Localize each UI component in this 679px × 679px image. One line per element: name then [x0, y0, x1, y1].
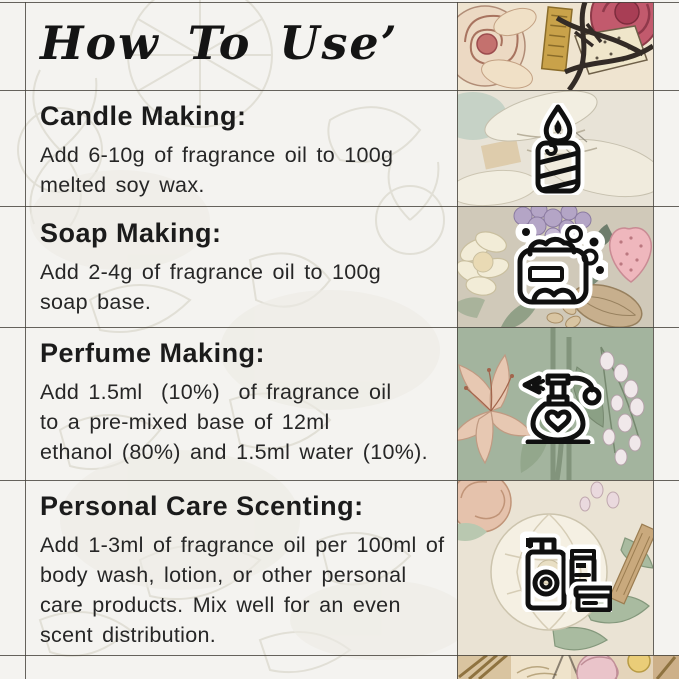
body-line: Add 6-10g of fragrance oil to 100g: [40, 143, 394, 167]
body-line: ethanol (80%) and 1.5ml water (10%).: [40, 440, 428, 464]
body-line: Add 1.5ml (10%) of fragrance oil: [40, 380, 392, 404]
body-line: body wash, lotion, or other personal: [40, 563, 407, 587]
strip-right-border-line: [653, 2, 654, 655]
section-candle-making: [40, 101, 455, 200]
divider-line-1: [0, 90, 679, 91]
divider-line-5: [0, 655, 679, 656]
section-soap-making: [40, 218, 455, 317]
body-line: Add 2-4g of fragrance oil to 100g: [40, 260, 382, 284]
section-body-soap: [40, 257, 455, 317]
body-line: to a pre-mixed base of 12ml: [40, 410, 330, 434]
left-margin-line: [25, 2, 26, 679]
body-line: scent distribution.: [40, 623, 217, 647]
section-body-perfume: [40, 377, 455, 467]
body-line: Add 1-3ml of fragrance oil per 100ml of: [40, 533, 445, 557]
strip-block-roses: [457, 2, 653, 90]
divider-line-top: [0, 2, 679, 3]
strip-left-border-line: [457, 2, 458, 679]
section-heading-candle: Candle Making:: [40, 101, 247, 131]
candle-icon: [519, 103, 597, 195]
strip-block-bottom-roses: [457, 655, 679, 679]
page-title: How To Use’: [40, 16, 399, 70]
section-personal-care-scenting: [40, 491, 455, 650]
soap-icon: [514, 224, 608, 310]
body-line: soap base.: [40, 290, 152, 314]
divider-line-4: [0, 480, 679, 481]
section-heading-perfume: Perfume Making:: [40, 338, 266, 368]
section-heading-soap: Soap Making:: [40, 218, 222, 248]
section-perfume-making: [40, 338, 455, 467]
body-line: melted soy wax.: [40, 173, 205, 197]
section-body-personal-care: [40, 530, 455, 650]
personal-care-icon: [520, 526, 612, 612]
divider-line-2: [0, 206, 679, 207]
section-body-candle: [40, 140, 455, 200]
section-heading-personal-care: Personal Care Scenting:: [40, 491, 364, 521]
divider-line-3: [0, 327, 679, 328]
body-line: care products. Mix well for an even: [40, 593, 401, 617]
perfume-icon: [512, 354, 604, 444]
